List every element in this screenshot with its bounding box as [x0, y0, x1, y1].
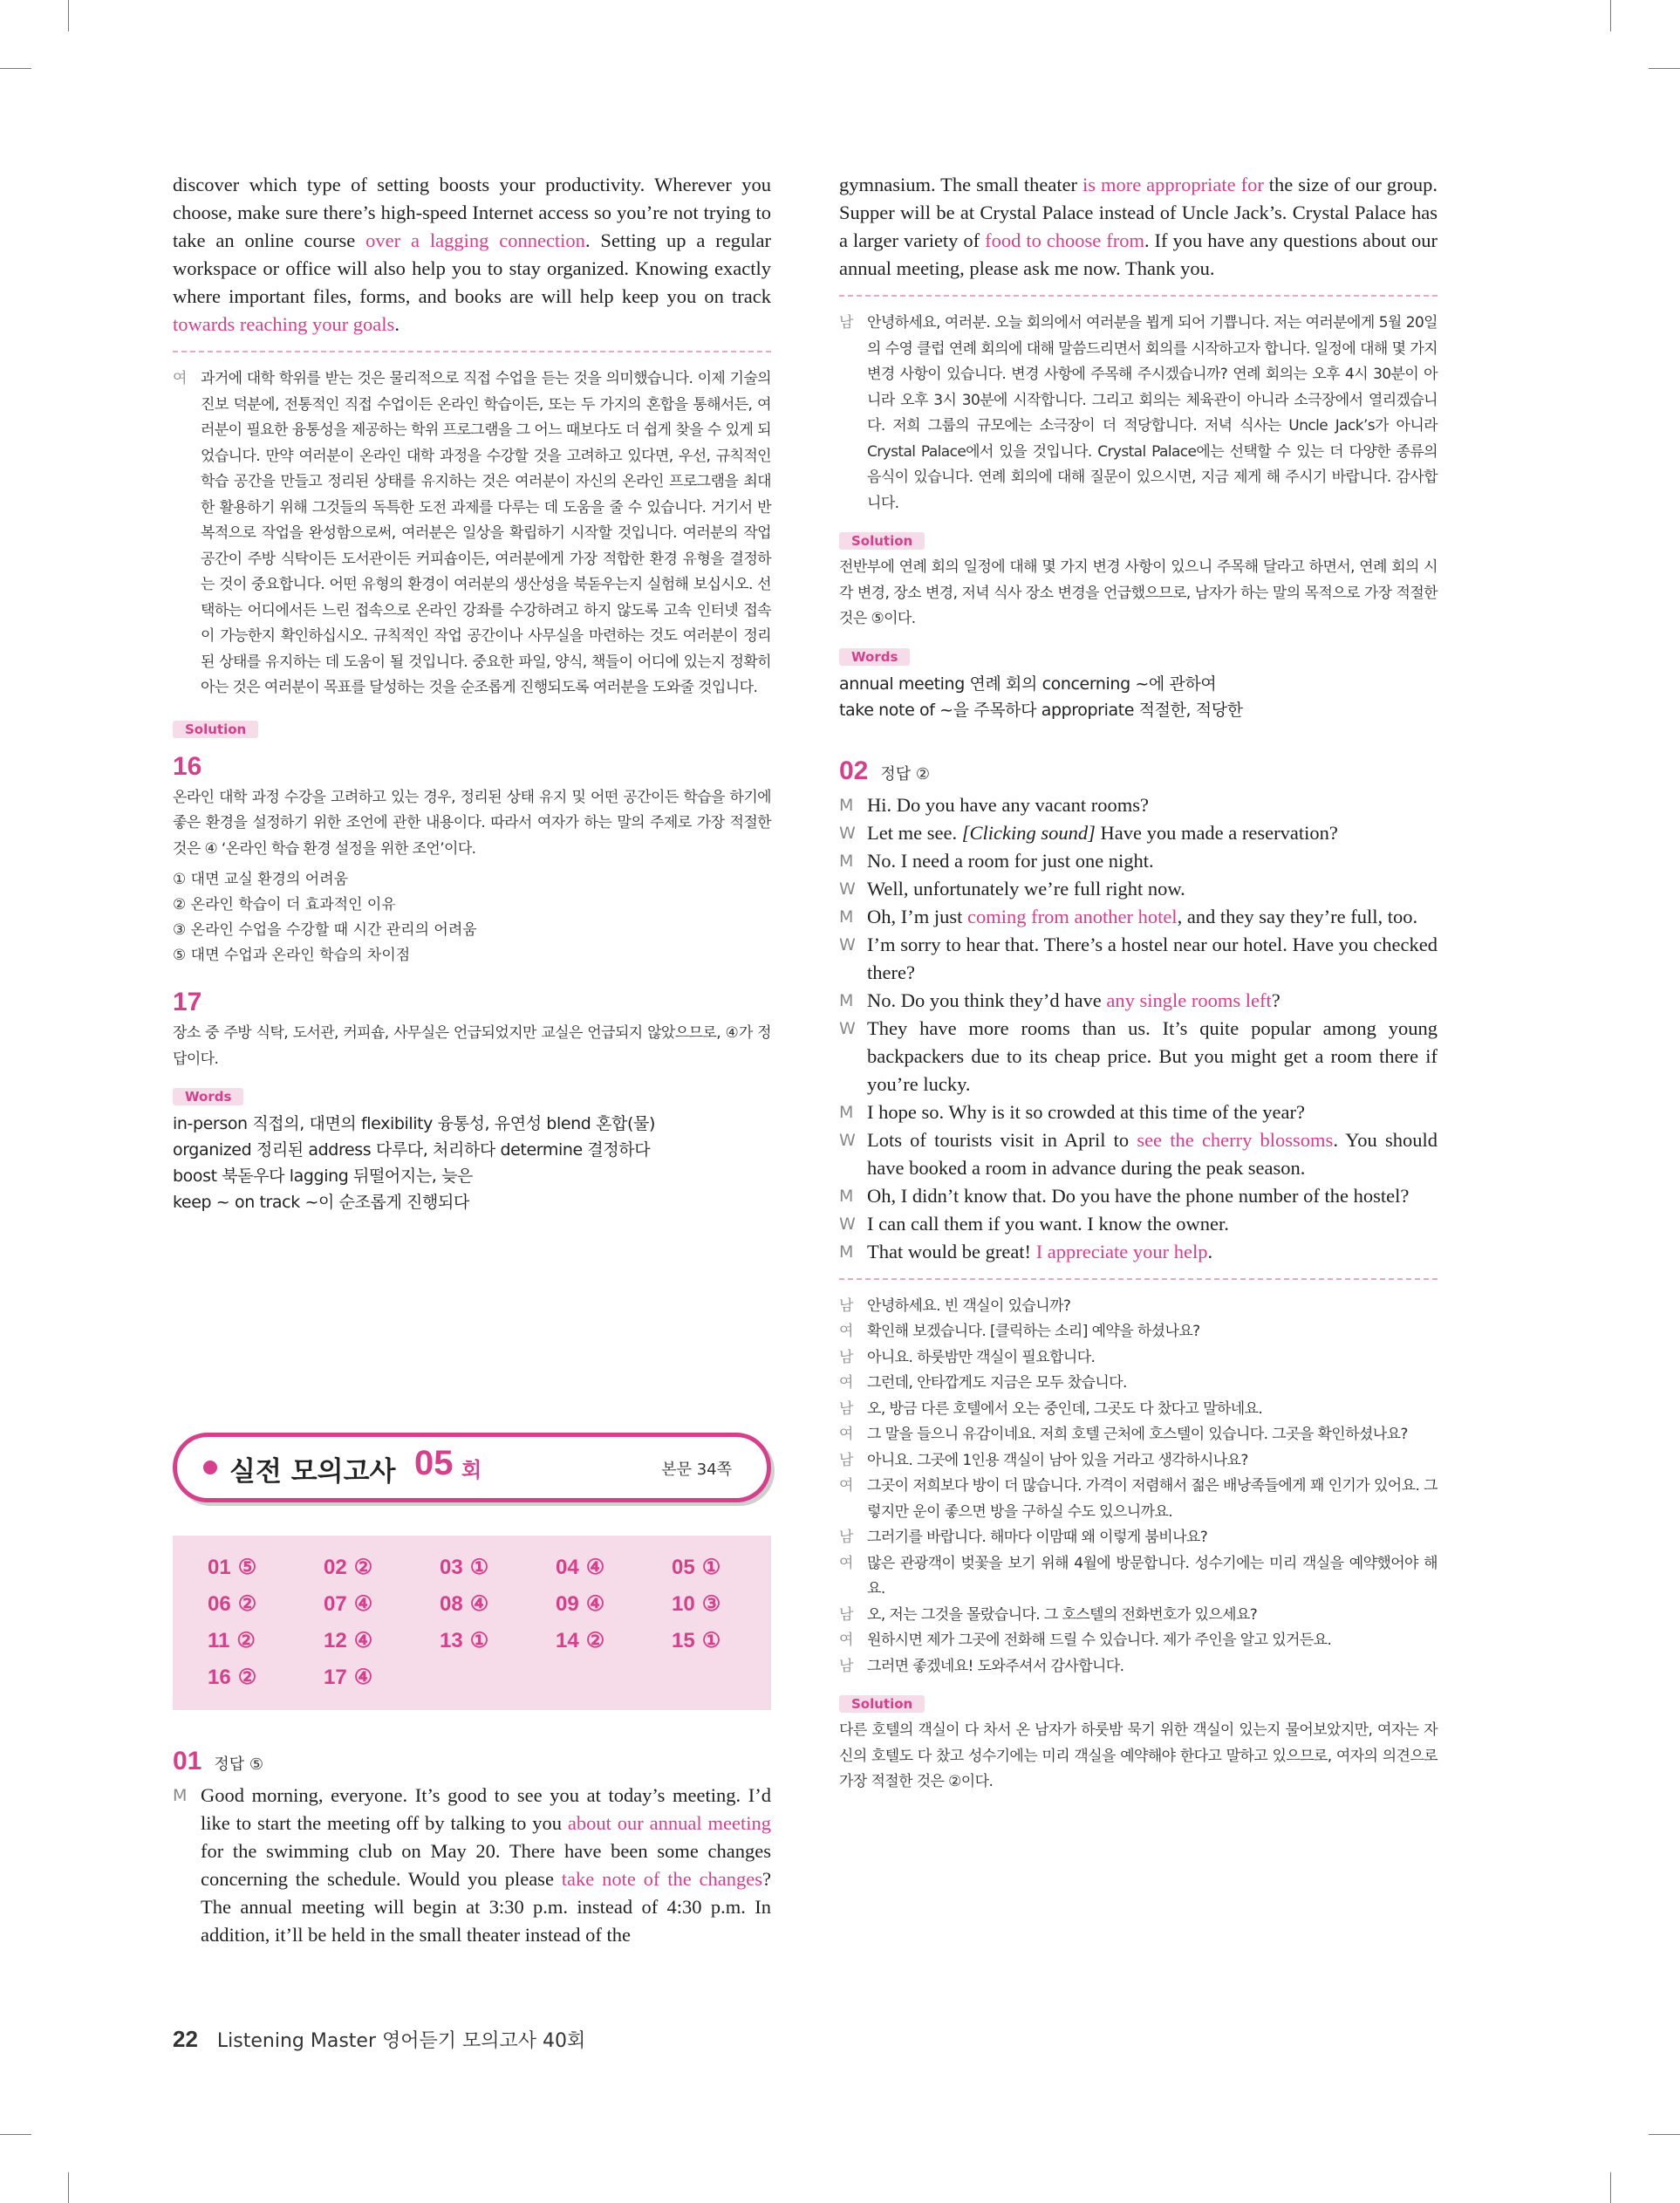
page-number: 22 [173, 2026, 198, 2052]
question-number: 05 [672, 1556, 695, 1579]
page-footer [173, 2026, 585, 2053]
dialog-text [867, 903, 1438, 931]
speaker-label: 남 [839, 1296, 853, 1315]
answer-mark: ② [237, 1666, 257, 1689]
dialog-line [839, 903, 1438, 931]
dialog-script [839, 791, 1438, 1266]
answer-mark: ② [236, 1629, 256, 1652]
answer-mark: ② [237, 1592, 257, 1616]
question-number: 09 [556, 1592, 579, 1616]
answer-mark: ② [353, 1556, 373, 1579]
script-continuation [839, 171, 1438, 283]
question-number: 02 [324, 1556, 347, 1579]
question-number: 01 [208, 1556, 231, 1579]
dialog-text [867, 1126, 1438, 1182]
dialog-text [867, 847, 1438, 875]
dialog-text [867, 1210, 1438, 1238]
option-list [173, 867, 771, 968]
speaker-label: W [839, 879, 856, 899]
answer-key-item [556, 1628, 604, 1653]
answer-key-item [672, 1628, 720, 1653]
dialog-line [839, 1210, 1438, 1238]
vocab-line: keep ~ on track ~이 순조롭게 진행되다 [173, 1193, 469, 1212]
question-number: 01 [173, 1747, 202, 1775]
text-run: They have more rooms than us. It’s quite popular among young backpackers due to its cheap price. But you might get a room there if you’re lucky. [867, 1016, 1438, 1095]
highlighted-phrase: any single rooms left [1106, 989, 1272, 1011]
answer-key-item [672, 1555, 720, 1580]
text-run: . If you have any questions about our annual meeting, please ask me now. Thank you. [839, 229, 1438, 279]
korean-dialog-line [839, 1525, 1438, 1551]
translation-text: 아니요. 그곳에 1인용 객실이 남아 있을 거라고 생각하시나요? [867, 1451, 1248, 1469]
vocab-line: boost 북돋우다 lagging 뒤떨어지는, 늦은 [173, 1166, 473, 1186]
translation-text: 그곳이 저희보다 방이 더 많습니다. 가격이 저렴해서 젊은 배낭족들에게 꽤 인기가 있어요. 그렇지만 운이 좋으면 방을 구하실 수도 있으니까요. [867, 1477, 1438, 1521]
speaker-label: 남 [839, 1529, 853, 1546]
script-text [201, 1782, 771, 1949]
korean-dialog-line [839, 1654, 1438, 1680]
crop-mark [1649, 2134, 1680, 2135]
text-run: . You should have booked a room in advance during the peak season. [867, 1128, 1438, 1179]
dialog-text [867, 987, 1438, 1015]
text-run: No. I need a room for just one night. [867, 849, 1154, 872]
translation-text: 원하시면 제가 그곳에 전화해 드릴 수 있습니다. 제가 주인을 알고 있거든요. [867, 1632, 1332, 1649]
question-number: 13 [440, 1629, 463, 1652]
text-run: Have you made a reservation? [1095, 821, 1338, 844]
answer-mark: ② [585, 1629, 605, 1652]
speaker-label: W [839, 1018, 856, 1038]
solution-badge: Solution [839, 532, 925, 550]
answer-mark: ③ [701, 1592, 721, 1616]
dialog-line [839, 987, 1438, 1015]
solution-text: 전반부에 연례 회의 일정에 대해 몇 가지 변경 사항이 있으니 주목해 달라고 하면서, 연례 회의 시각 변경, 장소 변경, 저녁 식사 장소 변경을 언급했으므로, 남자가 하는 말의 목적으로 가장 적절한 것은 ⑤이다. [839, 558, 1438, 627]
highlighted-phrase: I appreciate your help [1035, 1240, 1208, 1262]
vocab-line: annual meeting 연례 회의 concerning ~에 관하여 [839, 674, 1217, 694]
speaker-label: W [839, 1130, 856, 1150]
solution-text: 다른 호텔의 객실이 다 차서 온 남자가 하룻밤 묵기 위한 객실이 있는지 물어보았지만, 여자는 자신의 호텔도 다 찼고 성수기에는 미리 객실을 예약해야 한다고 말하고 있으므로, 여자의 의견으로 가장 적절한 것은 ②이다. [839, 1721, 1438, 1790]
solution-text: 온라인 대학 과정 수강을 고려하고 있는 경우, 정리된 상태 유지 및 어떤 공간이든 학습을 하기에 좋은 환경을 설정하기 위한 조언에 관한 내용이다. 따라서 여자가 하는 말의 주제로 가장 적절한 것은 ④ ‘온라인 학습 환경 설정을 위한 조언’이다. [173, 788, 771, 858]
question-number: 17 [324, 1666, 347, 1689]
page-reference: 본문 34쪽 [661, 1461, 732, 1479]
question-number: 16 [208, 1666, 231, 1689]
bullet-icon [203, 1461, 217, 1474]
solution-badge: Solution [173, 721, 258, 738]
option-item: ⑤ 대면 수업과 온라인 학습의 차이점 [173, 947, 411, 964]
speaker-label: 여 [839, 1632, 853, 1649]
question-01 [173, 1747, 771, 1949]
answer-key-item [440, 1628, 488, 1653]
dialog-text [867, 819, 1438, 847]
crop-mark [1610, 0, 1611, 31]
text-run: ? [1271, 989, 1280, 1011]
question-number: 16 [173, 751, 202, 781]
answer-mark: ① [469, 1556, 489, 1579]
translation-text: 과거에 대학 학위를 받는 것은 물리적으로 직접 수업을 듣는 것을 의미했습니다. 이제 기술의 진보 덕분에, 전통적인 직접 수업이든 온라인 학습이든, 또는 두 가지의 혼합을 통해서든, 여러분이 필요한 융통성을 제공하는 학위 프로그램을 그 어느 때보다도 더 쉽게 찾을 수 있게 되었습니다. 만약 여러분이 온라인 대학 과정을 수강할 것을 고려하고 있다면, 우선, 규칙적인 학습 공간을 만들고 정리된 상태를 유지하는 것은 여러분이 자신의 온라인 프로그램을 최대한 활용하기 위해 그것들의 독특한 도전 과제를 다루는 데 도움을 줄 수 있습니다. 거기서 반복적으로 작업을 완성함으로써, 여러분은 일상을 확립하기 시작할 것입니다. 여러분의 작업 공간이 주방 식탁이든 도서관이든 커피숍이든, 여러분에게 가장 적합한 환경 유형을 결정하는 것이 중요합니다. 어떤 유형의 환경이 여러분의 생산성을 북돋우는지 실험해 보십시오. 선택하는 어디에서든 느린 접속으로 온라인 강좌를 수강하려고 하지 않도록 고속 인터넷 접속이 가능한지 확인하십시오. 규칙적인 작업 공간이나 사무실을 마련하는 것도 여러분이 정리된 상태를 유지하는 데 도움이 될 것입니다. 중요한 파일, 양식, 책들이 어디에 있는지 정확히 아는 것은 여러분이 목표를 달성하는 것을 순조롭게 진행되도록 여러분을 도와줄 것입니다. [201, 370, 771, 696]
text-run: ? The annual meeting will begin at 3:30 p.m. instead of 4:30 p.m. In addition, it’ll be held in the small theater instead of the [201, 1868, 771, 1946]
translation-text: 안녕하세요. 빈 객실이 있습니까? [867, 1296, 1071, 1315]
text-run: That would be great! [867, 1240, 1036, 1262]
answer-mark: ④ [353, 1666, 373, 1689]
answer-label: 정답 ② [880, 764, 931, 783]
answer-key-item [440, 1555, 488, 1580]
speaker-label: M [839, 907, 854, 927]
korean-dialog-line [839, 1448, 1438, 1474]
question-number: 14 [556, 1629, 579, 1652]
speaker-label: M [839, 795, 854, 815]
answer-key-item [324, 1555, 372, 1580]
translation-text: 아니요. 하룻밤만 객실이 필요합니다. [867, 1348, 1096, 1366]
text-run: Let me see. [867, 821, 962, 844]
speaker-label: M [839, 1102, 854, 1122]
option-item: ② 온라인 학습이 더 효과적인 이유 [173, 896, 396, 913]
korean-dialog-line [839, 1551, 1438, 1603]
highlighted-phrase: is more appropriate for [1082, 174, 1264, 195]
translation-text: 많은 관광객이 벚꽃을 보기 위해 4월에 방문합니다. 성수기에는 미리 객실을 예약했어야 해요. [867, 1554, 1438, 1598]
speaker-label: 여 [173, 370, 187, 387]
option-item: ③ 온라인 수업을 수강할 때 시간 관리의 어려움 [173, 921, 477, 939]
text-run: the size of our group. Supper will be at Crystal Palace instead of Uncle Jack’s. Crystal Palace has a larger variety of [839, 174, 1438, 251]
speaker-label: 남 [839, 1451, 853, 1469]
answer-key-item [556, 1591, 604, 1617]
answer-mark: ④ [585, 1556, 605, 1579]
text-run: Good morning, everyone. It’s good to see you at today’s meeting. I’d like to start the meeting off by talking to you [201, 1784, 771, 1834]
speaker-label: 여 [839, 1477, 853, 1495]
text-run: No. Do you think they’d have [867, 989, 1107, 1011]
option-item: ① 대면 교실 환경의 어려움 [173, 871, 349, 888]
translation-text: 그러기를 바랍니다. 해마다 이맘때 왜 이렇게 붐비나요? [867, 1529, 1208, 1546]
speaker-label: 남 [839, 1348, 853, 1366]
crop-mark [68, 0, 69, 31]
dialog-text [867, 1238, 1438, 1266]
answer-mark: ① [701, 1556, 721, 1579]
text-run: discover which type of setting boosts your productivity. Wherever you choose, make sure there’s high-speed Internet access so you’re not trying to take an online course [173, 174, 771, 251]
dialog-line [839, 1238, 1438, 1266]
translation-text: 그런데, 안타깝게도 지금은 모두 찼습니다. [867, 1374, 1127, 1392]
text-run: . [1207, 1240, 1213, 1262]
text-run: gymnasium. The small theater [839, 174, 1083, 195]
dialog-text [867, 1015, 1438, 1098]
vocabulary-list [173, 1111, 771, 1215]
question-number: 10 [672, 1592, 695, 1616]
text-run: . [394, 313, 400, 335]
speaker-label: M [839, 851, 854, 871]
words-badge: Words [839, 648, 910, 666]
text-run: . Setting up a regular workspace or office will also help you to stay organized. Knowing exactly where important files, forms, and books are will help keep you on track [173, 229, 771, 307]
translation-text: 확인해 보겠습니다. [클릭하는 소리] 예약을 하셨나요? [867, 1323, 1200, 1340]
text-run: [Clicking sound] [961, 821, 1096, 844]
answer-key-item [324, 1628, 372, 1653]
answer-key-item [208, 1555, 256, 1580]
crop-mark [68, 2172, 69, 2203]
answer-mark: ① [701, 1629, 721, 1652]
book-title: Listening Master 영어듣기 모의고사 40회 [216, 2030, 586, 2052]
question-number: 06 [208, 1592, 231, 1616]
text-run: Well, unfortunately we’re full right now. [867, 877, 1185, 900]
speaker-label: 남 [839, 1605, 853, 1624]
text-run: I hope so. Why is it so crowded at this time of the year? [867, 1100, 1305, 1123]
answer-key-item [324, 1665, 372, 1690]
question-number: 12 [324, 1629, 347, 1652]
vocab-line: organized 정리된 address 다루다, 처리하다 determine 결정하다 [173, 1140, 651, 1160]
dialog-text [867, 1182, 1438, 1210]
dialog-line [839, 931, 1438, 987]
korean-dialog-line [839, 1628, 1438, 1654]
speaker-label: 여 [839, 1426, 853, 1443]
question-number: 11 [208, 1629, 230, 1652]
speaker-label: M [839, 1186, 854, 1206]
question-number: 08 [440, 1592, 463, 1616]
korean-translation [173, 366, 771, 701]
test-banner [173, 1433, 771, 1502]
solution-badge: Solution [839, 1695, 925, 1713]
translation-text: 안녕하세요, 여러분. 오늘 회의에서 여러분을 뵙게 되어 기쁩니다. 저는 여러분에게 5월 20일의 수영 클럽 연례 회의에 대해 말씀드리면서 회의를 시작하고자 합니다. 일정에 대해 몇 가지 변경 사항이 있습니다. 변경 사항에 주목해 주시겠습니까? 연례 회의는 오후 4시 30분이 아니라 오후 3시 30분에 시작합니다. 그리고 회의는 체육관이 아니라 소극장에서 열리겠습니다. 저희 그룹의 규모에는 소극장이 더 적당합니다. 저녁 식사는 Uncle Jack’s가 아니라 Crystal Palace에서 있을 것입니다. Crystal Palace에는 선택할 수 있는 더 다양한 종류의 음식이 있습니다. 연례 회의에 대해 질문이 있으시면, 지금 제게 해 주시기 바랍니다. 감사합니다. [867, 314, 1438, 512]
highlighted-phrase: about our annual meeting [567, 1812, 772, 1834]
korean-dialog-line [839, 1345, 1438, 1372]
vocabulary-list [839, 671, 1438, 723]
korean-dialog-line [839, 1422, 1438, 1448]
answer-mark: ④ [353, 1629, 373, 1652]
dialog-text [867, 931, 1438, 987]
question-number: 17 [173, 988, 202, 1016]
text-run: Oh, I didn’t know that. Do you have the phone number of the hostel? [867, 1184, 1410, 1207]
translation-text: 오, 저는 그것을 몰랐습니다. 그 호스텔의 전화번호가 있으세요? [867, 1605, 1258, 1624]
answer-key-item [208, 1591, 256, 1617]
translation-text: 그 말을 들으니 유감이네요. 저희 호텔 근처에 호스텔이 있습니다. 그곳을 확인하셨나요? [867, 1426, 1408, 1443]
korean-dialog-line [839, 1603, 1438, 1629]
text-run: Lots of tourists visit in April to [867, 1128, 1137, 1151]
translation-text: 그러면 좋겠네요! 도와주셔서 감사합니다. [867, 1657, 1124, 1675]
question-number: 02 [839, 756, 869, 785]
dialog-line [839, 1182, 1438, 1210]
speaker-label: 여 [839, 1323, 853, 1340]
solution-text: 장소 중 주방 식탁, 도서관, 커피숍, 사무실은 언급되었지만 교실은 언급되지 않았으므로, ④가 정답이다. [173, 1024, 771, 1068]
dialog-line [839, 1126, 1438, 1182]
crop-mark [1610, 2172, 1611, 2203]
words-badge: Words [173, 1088, 243, 1105]
crop-mark [0, 68, 31, 69]
dialog-line [839, 819, 1438, 847]
highlighted-phrase: see the cherry blossoms [1137, 1128, 1334, 1151]
script-continuation [173, 171, 771, 339]
answer-key-item [208, 1628, 256, 1653]
dashed-divider [839, 295, 1438, 297]
text-run: , and they say they’re full, too. [1177, 905, 1418, 927]
korean-dialog-line [839, 1474, 1438, 1525]
test-number-suffix: 회 [461, 1458, 482, 1482]
banner-title: 실전 모의고사 [229, 1456, 396, 1488]
highlighted-phrase: coming from another hotel [967, 905, 1178, 927]
highlighted-phrase: over a lagging connection [365, 229, 585, 251]
answer-mark: ④ [353, 1592, 373, 1616]
speaker-label: 여 [839, 1554, 853, 1572]
speaker-label: W [839, 934, 856, 954]
dialog-line [839, 847, 1438, 875]
dialog-line [839, 875, 1438, 903]
crop-mark [1649, 68, 1680, 69]
answer-mark: ④ [585, 1592, 605, 1616]
translation-text: 오, 방금 다른 호텔에서 오는 중인데, 그곳도 다 찼다고 말하네요. [867, 1399, 1263, 1418]
speaker-label: 남 [839, 1399, 853, 1418]
dialog-text [867, 791, 1438, 819]
speaker-label: M [839, 1242, 854, 1262]
text-run: Hi. Do you have any vacant rooms? [867, 793, 1150, 816]
answer-mark: ⑤ [237, 1556, 257, 1579]
text-run: for the swimming club on May 20. There have been some changes concerning the schedule. Would you please [201, 1840, 771, 1890]
answer-key [173, 1536, 771, 1710]
question-number: 04 [556, 1556, 579, 1579]
answer-mark: ① [469, 1629, 489, 1652]
dashed-divider [173, 351, 771, 352]
speaker-label: 남 [839, 1657, 853, 1675]
question-number: 03 [440, 1556, 463, 1579]
answer-label: 정답 ⑤ [214, 1755, 264, 1774]
speaker-label: W [839, 1214, 856, 1234]
answer-key-item [208, 1665, 256, 1690]
answer-key-item [440, 1591, 488, 1617]
text-run: I can call them if you want. I know the owner. [867, 1212, 1229, 1235]
answer-key-item [556, 1555, 604, 1580]
dialog-line [839, 791, 1438, 819]
text-run: Oh, I’m just [867, 905, 967, 927]
left-column [173, 171, 771, 1215]
vocab-line: in-person 직접의, 대면의 flexibility 융통성, 유연성 blend 혼합(물) [173, 1114, 655, 1133]
korean-dialog [839, 1294, 1438, 1680]
highlighted-phrase: food to choose from [985, 229, 1144, 251]
vocab-line: take note of ~을 주목하다 appropriate 적절한, 적당한 [839, 700, 1243, 720]
speaker-label: M [839, 990, 854, 1010]
dialog-text [867, 1098, 1438, 1126]
korean-dialog-line [839, 1397, 1438, 1423]
text-run: I’m sorry to hear that. There’s a hostel near our hotel. Have you checked there? [867, 933, 1438, 983]
speaker-label: 여 [839, 1374, 853, 1392]
highlighted-phrase: take note of the changes [561, 1868, 762, 1890]
speaker-label: M [173, 1786, 188, 1805]
speaker-label: 남 [839, 314, 853, 332]
question-number: 15 [672, 1629, 695, 1652]
dialog-text [867, 875, 1438, 903]
korean-dialog-line [839, 1371, 1438, 1397]
dashed-divider [839, 1278, 1438, 1280]
korean-dialog-line [839, 1294, 1438, 1320]
right-column [839, 171, 1438, 1796]
crop-mark [0, 2134, 31, 2135]
answer-key-item [324, 1591, 372, 1617]
korean-dialog-line [839, 1319, 1438, 1345]
speaker-label: W [839, 823, 856, 843]
dialog-line [839, 1015, 1438, 1098]
dialog-line [839, 1098, 1438, 1126]
highlighted-phrase: towards reaching your goals [173, 313, 395, 335]
question-number: 07 [324, 1592, 347, 1616]
answer-mark: ④ [469, 1592, 489, 1616]
test-number: 05 [414, 1444, 454, 1482]
korean-translation [839, 311, 1438, 517]
answer-key-item [672, 1591, 720, 1617]
